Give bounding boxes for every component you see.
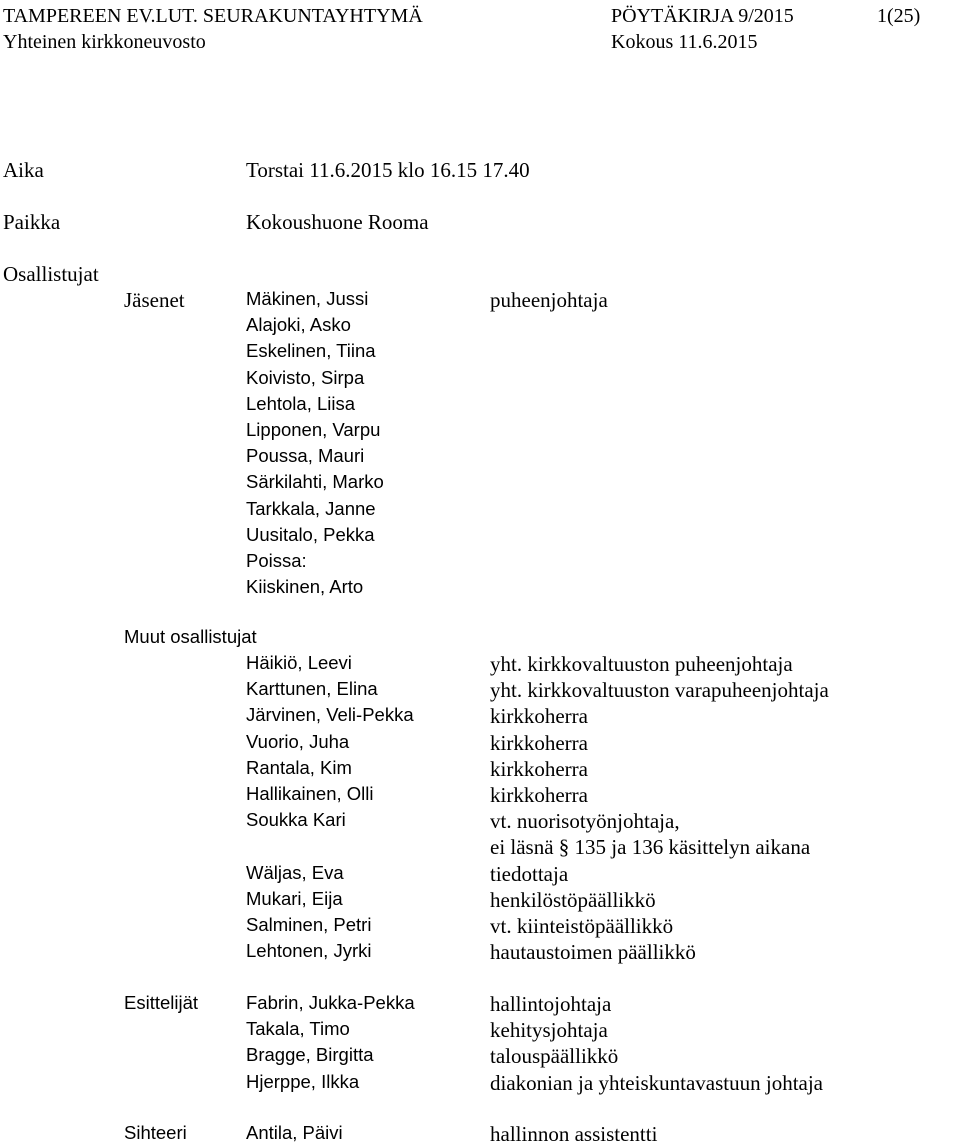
participant-name: Soukka Kari: [246, 809, 346, 830]
presenter-role: hallintojohtaja: [490, 992, 612, 1016]
participant-role: kirkkoherra: [490, 783, 588, 807]
paikka-label: Paikka: [3, 210, 61, 234]
members-label: Jäsenet: [124, 288, 185, 312]
participant-name: Mukari, Eija: [246, 888, 343, 909]
presenter-name: Takala, Timo: [246, 1018, 350, 1039]
member-name: Mäkinen, Jussi: [246, 288, 369, 309]
paikka-value: Kokoushuone Rooma: [246, 210, 429, 234]
member-name: Koivisto, Sirpa: [246, 367, 365, 388]
member-name: Särkilahti, Marko: [246, 471, 384, 492]
member-name: Poissa:: [246, 550, 307, 571]
aika-label: Aika: [3, 158, 44, 182]
header-body-name: Yhteinen kirkkoneuvosto: [3, 31, 206, 53]
participant-role: henkilöstöpäällikkö: [490, 888, 656, 912]
secretary-label: Sihteeri: [124, 1122, 187, 1143]
member-name: Lipponen, Varpu: [246, 419, 381, 440]
participant-role: tiedottaja: [490, 862, 569, 886]
member-name: Kiiskinen, Arto: [246, 576, 364, 597]
others-label: Muut osallistujat: [124, 626, 257, 647]
participant-role: vt. nuorisotyönjohtaja,: [490, 809, 680, 833]
participant-role: hautaustoimen päällikkö: [490, 940, 696, 964]
chair-role: puheenjohtaja: [490, 288, 608, 312]
presenter-name: Fabrin, Jukka-Pekka: [246, 992, 415, 1013]
header-meeting: Kokous 11.6.2015: [611, 31, 758, 53]
osallistujat-label: Osallistujat: [3, 262, 99, 286]
header-org: TAMPEREEN EV.LUT. SEURAKUNTAYHTYMÄ: [3, 5, 423, 27]
secretary-role: hallinnon assistentti: [490, 1122, 658, 1146]
member-name: Tarkkala, Janne: [246, 498, 376, 519]
participant-role: yht. kirkkovaltuuston puheenjohtaja: [490, 652, 793, 676]
member-name: Poussa, Mauri: [246, 445, 365, 466]
participant-name: Karttunen, Elina: [246, 678, 378, 699]
member-name: Lehtola, Liisa: [246, 393, 356, 414]
participant-role: vt. kiinteistöpäällikkö: [490, 914, 674, 938]
participant-name: Järvinen, Veli-Pekka: [246, 704, 414, 725]
participant-name: Hallikainen, Olli: [246, 783, 374, 804]
participant-role: ei läsnä § 135 ja 136 käsittelyn aikana: [490, 835, 811, 859]
presenter-role: talouspäällikkö: [490, 1044, 619, 1068]
presenter-role: diakonian ja yhteiskuntavastuun johtaja: [490, 1071, 824, 1095]
presenters-label: Esittelijät: [124, 992, 199, 1013]
participant-role: kirkkoherra: [490, 757, 588, 781]
participant-role: kirkkoherra: [490, 704, 588, 728]
aika-value: Torstai 11.6.2015 klo 16.15 17.40: [246, 158, 530, 182]
presenter-name: Hjerppe, Ilkka: [246, 1071, 360, 1092]
participant-name: Salminen, Petri: [246, 914, 372, 935]
participant-role: kirkkoherra: [490, 731, 588, 755]
member-name: Alajoki, Asko: [246, 314, 351, 335]
participant-role: yht. kirkkovaltuuston varapuheenjohtaja: [490, 678, 829, 702]
participant-name: Rantala, Kim: [246, 757, 352, 778]
member-name: Eskelinen, Tiina: [246, 340, 376, 361]
header-doc: PÖYTÄKIRJA 9/2015: [611, 5, 794, 27]
participant-name: Wäljas, Eva: [246, 862, 344, 883]
participant-name: Vuorio, Juha: [246, 731, 350, 752]
participant-name: Häikiö, Leevi: [246, 652, 352, 673]
presenter-name: Bragge, Birgitta: [246, 1044, 374, 1065]
participant-name: Lehtonen, Jyrki: [246, 940, 372, 961]
secretary-name: Antila, Päivi: [246, 1122, 343, 1143]
presenter-role: kehitysjohtaja: [490, 1018, 608, 1042]
header-page: 1(25): [877, 5, 921, 27]
member-name: Uusitalo, Pekka: [246, 524, 375, 545]
